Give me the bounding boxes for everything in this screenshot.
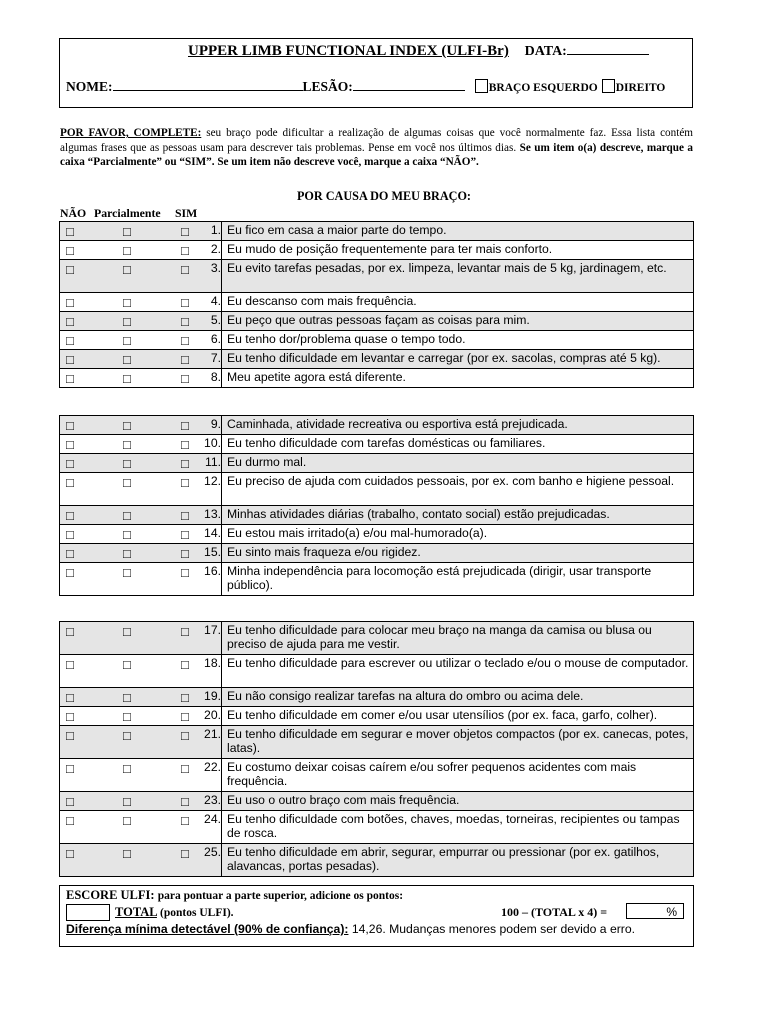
yes-checkbox[interactable]: □ bbox=[181, 418, 189, 433]
partial-checkbox[interactable]: □ bbox=[123, 527, 131, 542]
item-row bbox=[60, 369, 694, 388]
percent-input[interactable] bbox=[626, 903, 684, 919]
partial-checkbox[interactable]: □ bbox=[123, 314, 131, 329]
item-number: 6. bbox=[210, 332, 221, 346]
item-text: Eu tenho dificuldade em levantar e carregar (por ex. sacolas, compras até 5 kg). bbox=[222, 350, 694, 369]
score-heading-rest: para pontuar a parte superior, adicione os pontos: bbox=[157, 890, 404, 902]
item-answer-cell bbox=[60, 222, 222, 241]
yes-checkbox[interactable]: □ bbox=[181, 295, 189, 310]
no-checkbox[interactable]: □ bbox=[66, 709, 74, 724]
no-checkbox[interactable]: □ bbox=[66, 728, 74, 743]
item-text: Eu estou mais irritado(a) e/ou mal-humorado(a). bbox=[222, 525, 694, 544]
item-text: Eu evito tarefas pesadas, por ex. limpeza, levantar mais de 5 kg, jardinagem, etc. bbox=[222, 260, 694, 293]
item-row bbox=[60, 331, 694, 350]
item-answer-cell bbox=[60, 369, 222, 388]
item-text: Minha independência para locomoção está prejudicada (dirigir, usar transporte público). bbox=[222, 563, 694, 596]
no-checkbox[interactable]: □ bbox=[66, 690, 74, 705]
injury-field[interactable] bbox=[353, 78, 465, 91]
total-label: TOTAL bbox=[115, 905, 157, 919]
item-text: Eu tenho dificuldade em abrir, segurar, empurrar ou pressionar (por ex. gatilhos, alavancas, portas pesadas). bbox=[222, 844, 694, 877]
item-text: Caminhada, atividade recreativa ou esportiva está prejudicada. bbox=[222, 416, 694, 435]
yes-checkbox[interactable]: □ bbox=[181, 527, 189, 542]
item-text: Eu não consigo realizar tarefas na altura do ombro ou acima dele. bbox=[222, 688, 694, 707]
no-checkbox[interactable]: □ bbox=[66, 456, 74, 471]
item-text: Eu descanso com mais frequência. bbox=[222, 293, 694, 312]
column-partial: Parcialmente bbox=[94, 206, 161, 220]
item-text: Eu mudo de posição frequentemente para ter mais conforto. bbox=[222, 241, 694, 260]
items-table-1 bbox=[59, 221, 694, 388]
item-number: 4. bbox=[210, 294, 221, 308]
item-row bbox=[60, 260, 694, 293]
partial-checkbox[interactable]: □ bbox=[123, 456, 131, 471]
item-answer-cell bbox=[60, 525, 222, 544]
items-table-2 bbox=[59, 415, 694, 596]
item-number: 23. bbox=[204, 793, 221, 807]
item-number: 12. bbox=[204, 474, 221, 488]
total-input[interactable] bbox=[66, 904, 110, 921]
item-number: 7. bbox=[210, 351, 221, 365]
no-checkbox[interactable]: □ bbox=[66, 657, 74, 672]
item-row bbox=[60, 525, 694, 544]
item-number: 14. bbox=[204, 526, 221, 540]
item-text: Eu tenho dificuldade com botões, chaves, moedas, torneiras, recipientes ou tampas de rosca. bbox=[222, 811, 694, 844]
item-number: 18. bbox=[204, 656, 221, 670]
item-answer-cell bbox=[60, 544, 222, 563]
item-number: 21. bbox=[204, 727, 221, 741]
item-row bbox=[60, 844, 694, 877]
score-heading: ESCORE ULFI: bbox=[66, 888, 155, 902]
yes-checkbox[interactable]: □ bbox=[181, 456, 189, 471]
partial-checkbox[interactable]: □ bbox=[123, 728, 131, 743]
yes-checkbox[interactable]: □ bbox=[181, 565, 189, 580]
item-answer-cell bbox=[60, 312, 222, 331]
item-row bbox=[60, 241, 694, 260]
right-arm-label: DIREITO bbox=[615, 82, 666, 94]
item-number: 17. bbox=[204, 623, 221, 637]
partial-checkbox[interactable]: □ bbox=[123, 333, 131, 348]
item-answer-cell bbox=[60, 811, 222, 844]
no-checkbox[interactable]: □ bbox=[66, 352, 74, 367]
no-checkbox[interactable]: □ bbox=[66, 243, 74, 258]
column-yes: SIM bbox=[175, 206, 198, 220]
no-checkbox[interactable]: □ bbox=[66, 624, 74, 639]
no-checkbox[interactable]: □ bbox=[66, 437, 74, 452]
item-row bbox=[60, 222, 694, 241]
item-text: Eu peço que outras pessoas façam as coisas para mim. bbox=[222, 312, 694, 331]
item-number: 24. bbox=[204, 812, 221, 826]
item-answer-cell bbox=[60, 622, 222, 655]
item-row bbox=[60, 506, 694, 525]
name-line bbox=[66, 78, 665, 95]
item-number: 19. bbox=[204, 689, 221, 703]
yes-checkbox[interactable]: □ bbox=[181, 224, 189, 239]
score-heading-line bbox=[66, 888, 403, 903]
item-answer-cell bbox=[60, 726, 222, 759]
item-row bbox=[60, 622, 694, 655]
item-text: Eu tenho dor/problema quase o tempo todo. bbox=[222, 331, 694, 350]
items-table-3 bbox=[59, 621, 694, 877]
total-suffix: (pontos ULFI). bbox=[160, 907, 234, 919]
item-number: 15. bbox=[204, 545, 221, 559]
item-row bbox=[60, 655, 694, 688]
partial-checkbox[interactable]: □ bbox=[123, 475, 131, 490]
yes-checkbox[interactable]: □ bbox=[181, 475, 189, 490]
no-checkbox[interactable]: □ bbox=[66, 295, 74, 310]
partial-checkbox[interactable]: □ bbox=[123, 657, 131, 672]
yes-checkbox[interactable]: □ bbox=[181, 243, 189, 258]
item-answer-cell bbox=[60, 435, 222, 454]
partial-checkbox[interactable]: □ bbox=[123, 690, 131, 705]
injury-label: LESÃO: bbox=[302, 79, 353, 94]
item-text: Eu tenho dificuldade para escrever ou utilizar o teclado e/ou o mouse de computador. bbox=[222, 655, 694, 688]
item-number: 1. bbox=[210, 223, 221, 237]
item-number: 8. bbox=[210, 370, 221, 384]
no-checkbox[interactable]: □ bbox=[66, 761, 74, 776]
yes-checkbox[interactable]: □ bbox=[181, 333, 189, 348]
item-row bbox=[60, 811, 694, 844]
item-number: 9. bbox=[210, 417, 221, 431]
left-arm-checkbox[interactable] bbox=[475, 79, 488, 93]
yes-checkbox[interactable]: □ bbox=[181, 314, 189, 329]
item-number: 13. bbox=[204, 507, 221, 521]
item-number: 3. bbox=[210, 261, 221, 275]
partial-checkbox[interactable]: □ bbox=[123, 262, 131, 277]
item-row bbox=[60, 435, 694, 454]
item-number: 2. bbox=[210, 242, 221, 256]
no-checkbox[interactable]: □ bbox=[66, 527, 74, 542]
partial-checkbox[interactable]: □ bbox=[123, 371, 131, 386]
item-answer-cell bbox=[60, 792, 222, 811]
item-number: 5. bbox=[210, 313, 221, 327]
yes-checkbox[interactable]: □ bbox=[181, 657, 189, 672]
no-checkbox[interactable]: □ bbox=[66, 475, 74, 490]
item-number: 11. bbox=[204, 455, 221, 469]
item-row bbox=[60, 544, 694, 563]
percent-sign: % bbox=[666, 905, 677, 919]
yes-checkbox[interactable]: □ bbox=[181, 546, 189, 561]
item-row bbox=[60, 350, 694, 369]
name-field[interactable] bbox=[113, 78, 303, 91]
no-checkbox[interactable]: □ bbox=[66, 546, 74, 561]
partial-checkbox[interactable]: □ bbox=[123, 418, 131, 433]
yes-checkbox[interactable]: □ bbox=[181, 846, 189, 861]
item-answer-cell bbox=[60, 293, 222, 312]
no-checkbox[interactable]: □ bbox=[66, 333, 74, 348]
partial-checkbox[interactable]: □ bbox=[123, 794, 131, 809]
partial-checkbox[interactable]: □ bbox=[123, 224, 131, 239]
partial-checkbox[interactable]: □ bbox=[123, 437, 131, 452]
item-answer-cell bbox=[60, 350, 222, 369]
form-title: UPPER LIMB FUNCTIONAL INDEX (ULFI-Br) bbox=[188, 43, 509, 59]
item-number: 16. bbox=[204, 564, 221, 578]
mdc-text: 14,26. Mudanças menores podem ser devido a erro. bbox=[351, 922, 636, 936]
yes-checkbox[interactable]: □ bbox=[181, 709, 189, 724]
partial-checkbox[interactable]: □ bbox=[123, 295, 131, 310]
no-checkbox[interactable]: □ bbox=[66, 314, 74, 329]
item-row bbox=[60, 416, 694, 435]
total-line bbox=[115, 905, 234, 920]
no-checkbox[interactable]: □ bbox=[66, 224, 74, 239]
partial-checkbox[interactable]: □ bbox=[123, 508, 131, 523]
yes-checkbox[interactable]: □ bbox=[181, 813, 189, 828]
item-row bbox=[60, 473, 694, 506]
item-answer-cell bbox=[60, 506, 222, 525]
item-answer-cell bbox=[60, 260, 222, 293]
item-row bbox=[60, 312, 694, 331]
item-row bbox=[60, 707, 694, 726]
item-text: Eu durmo mal. bbox=[222, 454, 694, 473]
item-answer-cell bbox=[60, 844, 222, 877]
item-answer-cell bbox=[60, 416, 222, 435]
partial-checkbox[interactable]: □ bbox=[123, 243, 131, 258]
item-row bbox=[60, 688, 694, 707]
name-label: NOME: bbox=[66, 79, 113, 94]
mdc-label: Diferença mínima detectável (90% de confiança): bbox=[66, 922, 349, 936]
yes-checkbox[interactable]: □ bbox=[181, 262, 189, 277]
no-checkbox[interactable]: □ bbox=[66, 846, 74, 861]
yes-checkbox[interactable]: □ bbox=[181, 352, 189, 367]
date-field[interactable] bbox=[567, 42, 649, 55]
item-answer-cell bbox=[60, 563, 222, 596]
item-text: Eu tenho dificuldade para colocar meu braço na manga da camisa ou blusa ou preciso de ajuda para me vestir. bbox=[222, 622, 694, 655]
item-answer-cell bbox=[60, 688, 222, 707]
item-answer-cell bbox=[60, 241, 222, 260]
item-text: Eu tenho dificuldade em comer e/ou usar utensílios (por ex. faca, garfo, colher). bbox=[222, 707, 694, 726]
yes-checkbox[interactable]: □ bbox=[181, 728, 189, 743]
no-checkbox[interactable]: □ bbox=[66, 508, 74, 523]
no-checkbox[interactable]: □ bbox=[66, 262, 74, 277]
item-row bbox=[60, 726, 694, 759]
item-row bbox=[60, 563, 694, 596]
date-label: DATA: bbox=[524, 44, 567, 59]
instructions-text: seu braço pode dificultar a realização de algumas coisas que você normalmente faz. Essa lista contém algumas frases que as pessoas usam para descrever tais problemas. Pense em você nos últimos dias. bbox=[60, 127, 694, 154]
item-row bbox=[60, 759, 694, 792]
yes-checkbox[interactable]: □ bbox=[181, 508, 189, 523]
yes-checkbox[interactable]: □ bbox=[181, 690, 189, 705]
item-text: Eu costumo deixar coisas caírem e/ou sofrer pequenos acidentes com mais frequência. bbox=[222, 759, 694, 792]
left-arm-label: BRAÇO ESQUERDO bbox=[488, 82, 598, 94]
no-checkbox[interactable]: □ bbox=[66, 565, 74, 580]
item-text: Eu sinto mais fraqueza e/ou rigidez. bbox=[222, 544, 694, 563]
item-answer-cell bbox=[60, 655, 222, 688]
item-answer-cell bbox=[60, 759, 222, 792]
item-answer-cell bbox=[60, 473, 222, 506]
partial-checkbox[interactable]: □ bbox=[123, 761, 131, 776]
column-no: NÃO bbox=[60, 206, 87, 220]
item-row bbox=[60, 454, 694, 473]
item-text: Eu preciso de ajuda com cuidados pessoais, por ex. com banho e higiene pessoal. bbox=[222, 473, 694, 506]
item-number: 25. bbox=[204, 845, 221, 859]
partial-checkbox[interactable]: □ bbox=[123, 565, 131, 580]
item-text: Minhas atividades diárias (trabalho, contato social) estão prejudicadas. bbox=[222, 506, 694, 525]
item-row bbox=[60, 792, 694, 811]
item-answer-cell bbox=[60, 331, 222, 350]
item-text: Eu tenho dificuldade em segurar e mover objetos compactos (por ex. canecas, potes, latas). bbox=[222, 726, 694, 759]
yes-checkbox[interactable]: □ bbox=[181, 761, 189, 776]
item-number: 20. bbox=[204, 708, 221, 722]
yes-checkbox[interactable]: □ bbox=[181, 437, 189, 452]
item-number: 22. bbox=[204, 760, 221, 774]
item-text: Eu fico em casa a maior parte do tempo. bbox=[222, 222, 694, 241]
partial-checkbox[interactable]: □ bbox=[123, 352, 131, 367]
instructions-bold: Se um item o(a) descreve, marque a caixa “Parcialmente” ou “SIM”. Se um item não descreve você, marque a caixa “NÃO”. bbox=[60, 141, 694, 168]
partial-checkbox[interactable]: □ bbox=[123, 546, 131, 561]
no-checkbox[interactable]: □ bbox=[66, 371, 74, 386]
item-answer-cell bbox=[60, 707, 222, 726]
partial-checkbox[interactable]: □ bbox=[123, 709, 131, 724]
item-row bbox=[60, 293, 694, 312]
form-header bbox=[59, 38, 693, 108]
instructions bbox=[60, 126, 693, 170]
form-title-line bbox=[188, 42, 649, 60]
yes-checkbox[interactable]: □ bbox=[181, 624, 189, 639]
item-number: 10. bbox=[204, 436, 221, 450]
item-answer-cell bbox=[60, 454, 222, 473]
partial-checkbox[interactable]: □ bbox=[123, 846, 131, 861]
right-arm-checkbox[interactable] bbox=[602, 79, 615, 93]
mdc-line bbox=[66, 922, 635, 936]
item-text: Meu apetite agora está diferente. bbox=[222, 369, 694, 388]
score-formula: 100 – (TOTAL x 4) = bbox=[501, 905, 608, 919]
yes-checkbox[interactable]: □ bbox=[181, 371, 189, 386]
partial-checkbox[interactable]: □ bbox=[123, 813, 131, 828]
item-text: Eu tenho dificuldade com tarefas domésticas ou familiares. bbox=[222, 435, 694, 454]
no-checkbox[interactable]: □ bbox=[66, 813, 74, 828]
partial-checkbox[interactable]: □ bbox=[123, 624, 131, 639]
no-checkbox[interactable]: □ bbox=[66, 418, 74, 433]
item-text: Eu uso o outro braço com mais frequência. bbox=[222, 792, 694, 811]
score-section bbox=[59, 885, 694, 947]
subheading: POR CAUSA DO MEU BRAÇO: bbox=[296, 189, 471, 203]
yes-checkbox[interactable]: □ bbox=[181, 794, 189, 809]
no-checkbox[interactable]: □ bbox=[66, 794, 74, 809]
instructions-lead: POR FAVOR, COMPLETE: bbox=[60, 127, 202, 139]
